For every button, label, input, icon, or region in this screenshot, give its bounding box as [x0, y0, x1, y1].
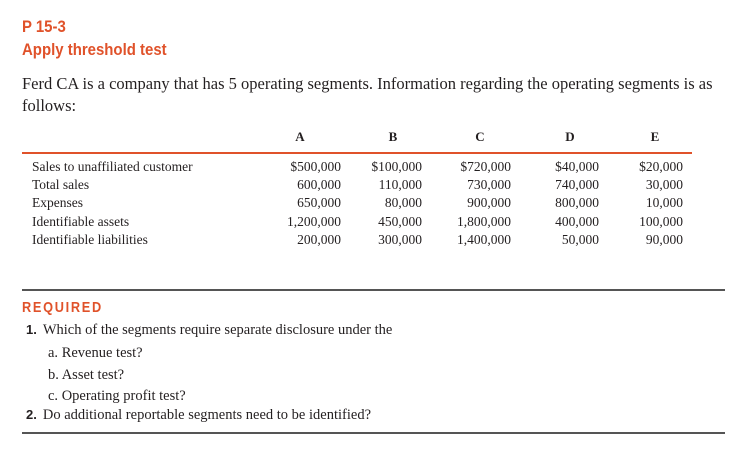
- table-cell: 400,000: [555, 213, 599, 229]
- table-cell: 300,000: [378, 231, 422, 247]
- table-cell: $20,000: [639, 159, 683, 174]
- problem-number: P 15-3: [22, 17, 66, 36]
- table-cell: 600,000: [297, 177, 341, 193]
- table-cell: 50,000: [561, 231, 599, 247]
- sub-text: Asset test?: [61, 367, 125, 383]
- question-number: 1.: [26, 322, 37, 337]
- table-cell: 200,000: [297, 231, 341, 247]
- table-cell: 800,000: [555, 195, 599, 211]
- sub-question-c: [48, 388, 186, 405]
- row-label: Total sales: [32, 177, 90, 193]
- table-cell: $500,000: [290, 159, 341, 174]
- column-header: D: [565, 129, 575, 144]
- table-cell: 10,000: [645, 195, 683, 211]
- table-cell: 30,000: [645, 177, 683, 193]
- header-divider: [22, 152, 692, 154]
- table-cell: 1,800,000: [457, 213, 511, 229]
- section-divider: [22, 289, 725, 291]
- table-cell: 1,400,000: [457, 231, 511, 247]
- column-header: C: [475, 129, 485, 144]
- column-header: B: [388, 129, 398, 144]
- table-cell: 450,000: [378, 213, 422, 229]
- table-cell: 730,000: [467, 177, 511, 193]
- question-text: Do additional reportable segments need to be identified?: [42, 407, 371, 423]
- sub-letter: a.: [48, 345, 59, 361]
- table-cell: $40,000: [555, 159, 599, 174]
- table-cell: 740,000: [555, 177, 599, 193]
- sub-text: Revenue test?: [61, 345, 143, 361]
- sub-question-b: [48, 367, 124, 384]
- table-cell: 100,000: [639, 213, 683, 229]
- table-cell: 650,000: [297, 195, 341, 211]
- question-number: 2.: [26, 407, 37, 422]
- sub-letter: b.: [48, 367, 59, 383]
- table-cell: 110,000: [378, 177, 422, 193]
- table-cell: $720,000: [460, 159, 511, 174]
- column-header: A: [295, 129, 305, 144]
- column-header: E: [650, 129, 660, 144]
- table-cell: 90,000: [645, 231, 683, 247]
- table-cell: 1,200,000: [287, 213, 341, 229]
- sub-text: Operating profit test?: [61, 388, 186, 404]
- row-label: Identifiable assets: [32, 213, 130, 229]
- sub-letter: c.: [48, 388, 59, 404]
- bottom-divider: [22, 432, 725, 434]
- row-label: Expenses: [32, 195, 83, 211]
- question-2: [26, 407, 371, 424]
- problem-title: Apply threshold test: [22, 40, 167, 59]
- table-cell: 80,000: [384, 195, 422, 211]
- sub-question-a: [48, 345, 143, 362]
- table-cell: 900,000: [467, 195, 511, 211]
- intro-text: Ferd CA is a company that has 5 operating segments. Information regarding the operating segments is as follows:: [22, 74, 713, 115]
- table-cell: $100,000: [371, 159, 422, 174]
- row-label: Identifiable liabilities: [32, 231, 148, 247]
- row-label: Sales to unaffiliated customer: [32, 159, 193, 174]
- question-1: [26, 322, 392, 339]
- required-heading: REQUIRED: [22, 299, 103, 316]
- question-text: Which of the segments require separate disclosure under the: [42, 322, 393, 338]
